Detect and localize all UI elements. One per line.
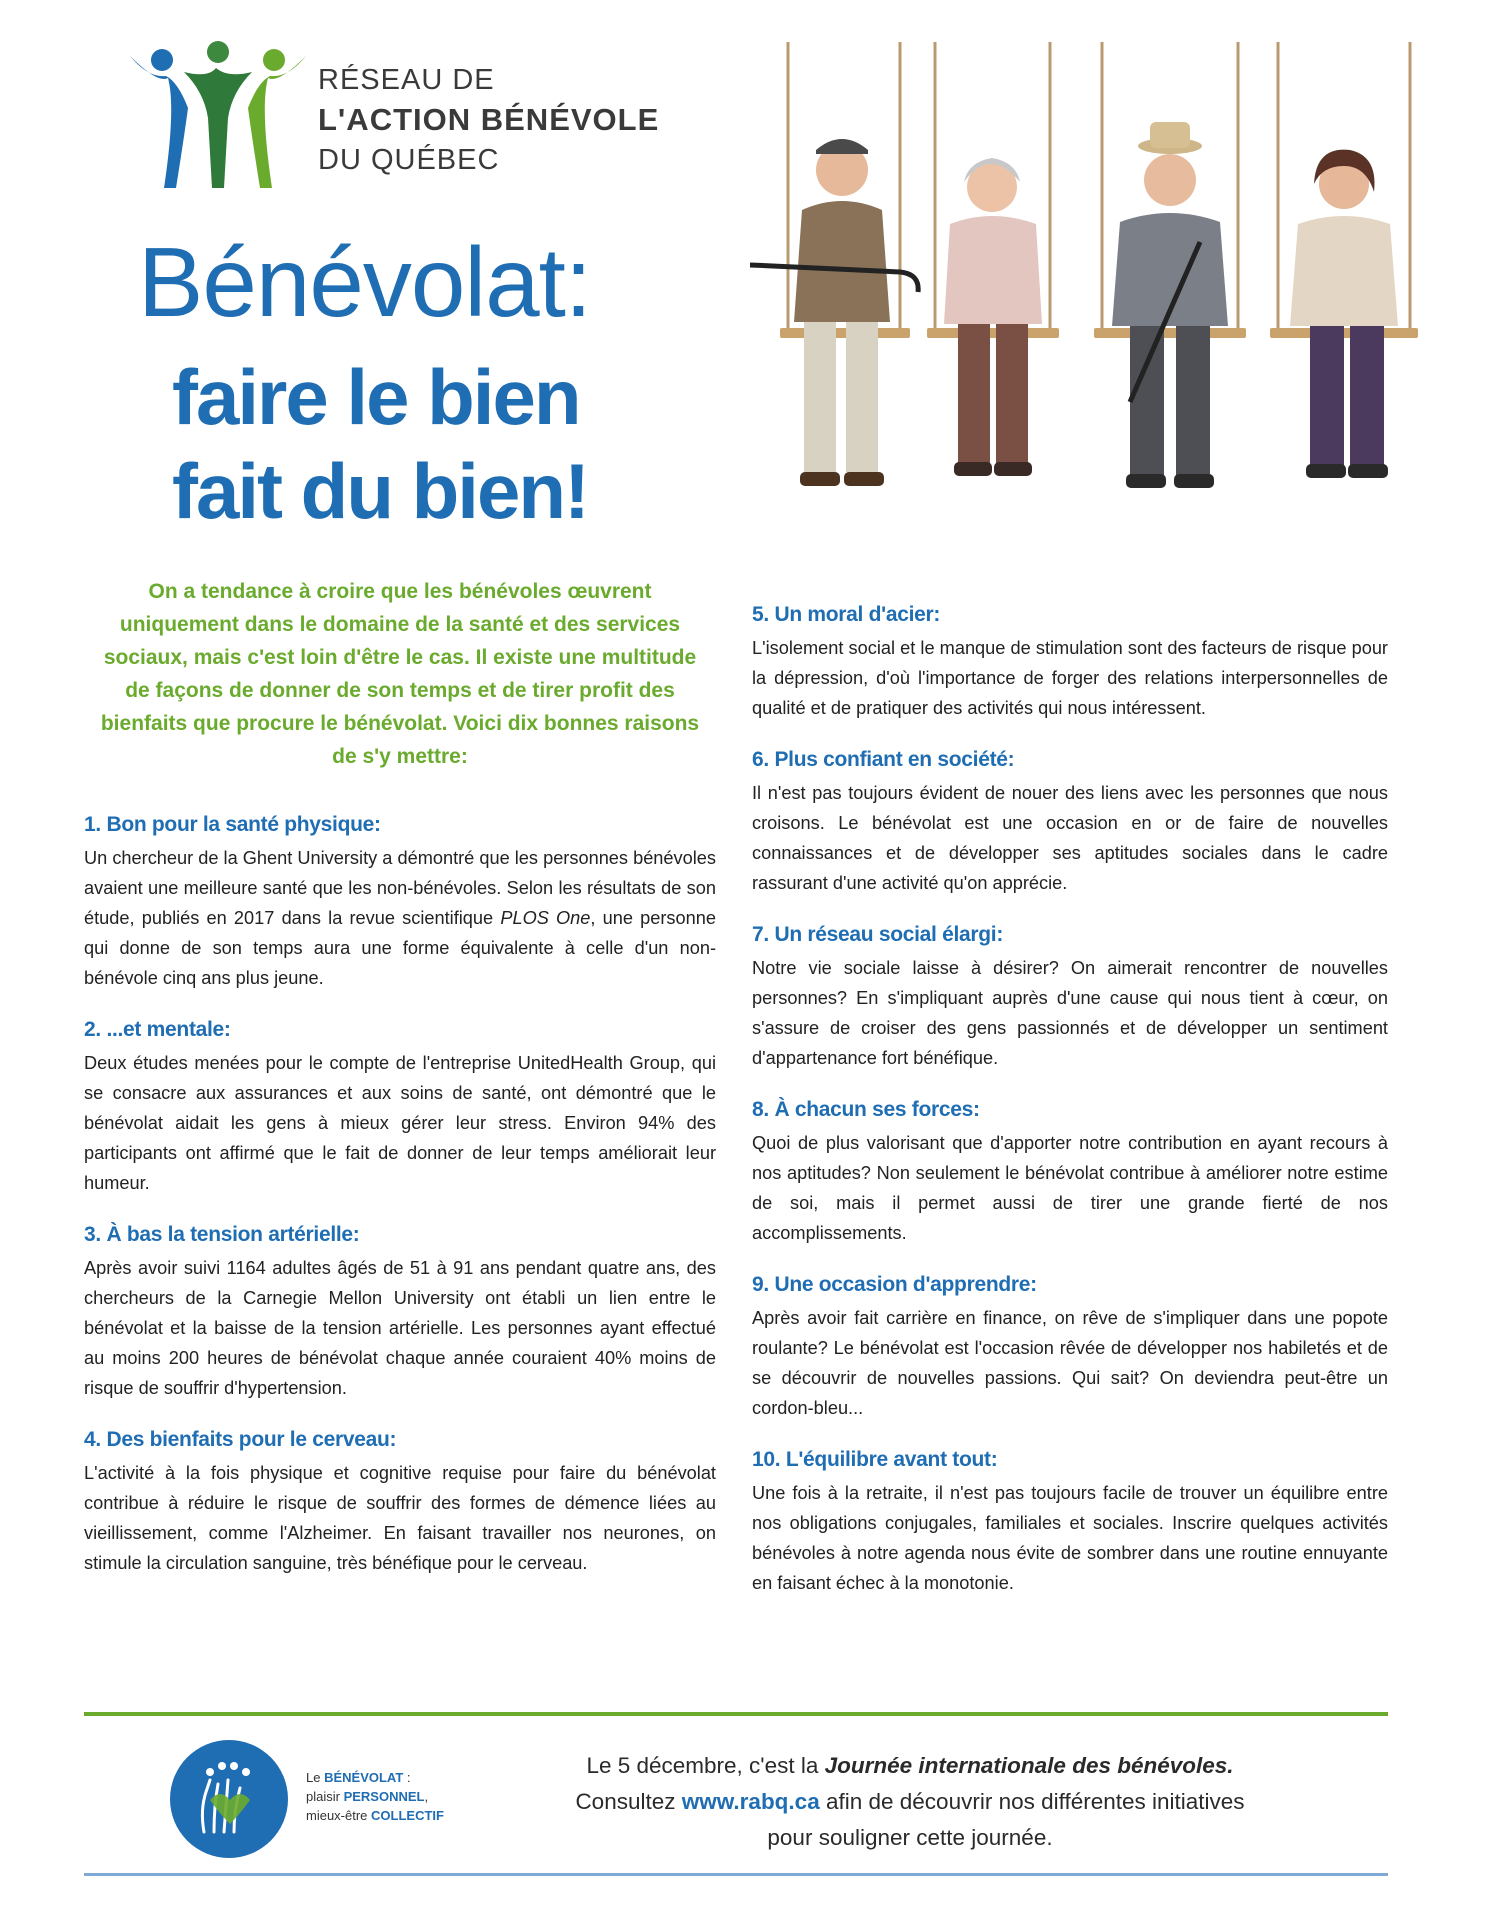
headline-sub-2: fait du bien! — [172, 447, 588, 535]
reason-item — [84, 1425, 716, 1578]
logo-figure-left — [130, 49, 188, 188]
logo-figure-right — [248, 49, 306, 188]
reason-title: 2. ...et mentale: — [84, 1018, 231, 1041]
footer-line-1: Le 5 décembre, c'est la Journée internationale des bénévoles. — [586, 1753, 1234, 1778]
reason-item — [84, 1015, 716, 1198]
volunteer-hands-badge-icon — [170, 1740, 288, 1858]
reason-body: Notre vie sociale laisse à désirer? On aimerait rencontrer de nouvelles personnes? En s'impliquant auprès d'une cause qui nous tient à cœur, on s'assure de croiser des gens passionnés et de développer un sentiment d'appartenance fort bénéfique. — [752, 958, 1388, 1068]
org-line-3: DU QUÉBEC — [318, 144, 500, 176]
footer-line-2: Consultez www.rabq.ca afin de découvrir nos différentes initiatives — [575, 1789, 1245, 1814]
headline-sub-1: faire le bien — [172, 353, 580, 441]
reason-item — [752, 1095, 1388, 1248]
left-column — [84, 810, 716, 1600]
organization-name — [318, 60, 659, 180]
intro-paragraph: On a tendance à croire que les bénévoles œuvrent uniquement dans le domaine de la santé et des services sociaux, mais c'est loin d'être le cas. Il existe une multitude de façons de donner de son temps et de tirer profit des bienfaits que procure le bénévolat. Voici dix bonnes raisons de s'y mettre: — [100, 580, 700, 768]
reason-body: L'isolement social et le manque de stimulation sont des facteurs de risque pour la dépression, d'où l'importance de forger des relations interpersonnelles de qualité et de pratiquer des activités qui nous intéressent. — [752, 638, 1388, 718]
footer-announcement — [480, 1748, 1340, 1856]
reason-body: Un chercheur de la Ghent University a démontré que les personnes bénévoles avaient une meilleure santé que les non-bénévoles. Selon les résultats de son étude, publiés en 2017 dans la revue scientifique PLOS One, une personne qui donne de son temps aura une forme équivalente à celle d'un non-bénévole cinq ans plus jeune. — [84, 848, 716, 988]
journal-name: PLOS One — [500, 908, 591, 928]
reason-body: Après avoir fait carrière en finance, on rêve de s'impliquer dans une popote roulante? Le bénévolat est l'occasion rêvée de développer nos habiletés et de se découvrir de nouvelles passions. Qui sait? On deviendra peut-être un cordon-bleu... — [752, 1308, 1388, 1418]
seniors-on-swings-photo — [750, 42, 1450, 572]
reason-body: Une fois à la retraite, il n'est pas toujours facile de trouver un équilibre entre nos obligations conjugales, familiales et sociales. Inscrire quelques activités bénévoles à notre agenda nous évite de sombrer dans une routine ennuyante en faisant échec à la monotonie. — [752, 1483, 1388, 1593]
reason-title: 9. Une occasion d'apprendre: — [752, 1273, 1037, 1296]
reason-title: 3. À bas la tension artérielle: — [84, 1223, 360, 1246]
headline-main: Bénévolat: — [138, 227, 592, 337]
logo-figure-center — [184, 41, 252, 188]
reason-item — [84, 810, 716, 993]
rabq-logo — [128, 38, 308, 190]
footer-divider-green — [84, 1712, 1388, 1716]
senior-man-cane — [750, 139, 918, 486]
reason-body: Quoi de plus valorisant que d'apporter notre contribution en ayant recours à nos aptitudes? Non seulement le bénévolat contribue à améliorer notre estime de soi, mais il permet aussi de tirer une grande fierté de nos accomplissements. — [752, 1133, 1388, 1243]
reason-item — [752, 600, 1388, 723]
website-link[interactable]: www.rabq.ca — [681, 1789, 820, 1814]
hands-icon — [170, 1740, 288, 1858]
reason-body: Après avoir suivi 1164 adultes âgés de 51 à 91 ans pendant quatre ans, des chercheurs de la Carnegie Mellon University ont établi un lien entre le bénévolat et la baisse de la tension artérielle. Les personnes ayant effectué au moins 200 heures de bénévolat chaque année couraient 40% moins de risque de souffrir d'hypertension. — [84, 1258, 716, 1398]
reason-item — [752, 745, 1388, 898]
reason-body: Deux études menées pour le compte de l'entreprise UnitedHealth Group, qui se consacre aux assurances et aux soins de santé, ont démontré que le bénévolat aidait les gens à mieux gérer leur stress. Environ 94% des participants ont affirmé que le fait de donner de leur temps améliorait leur humeur. — [84, 1053, 716, 1193]
footer-divider-blue — [84, 1873, 1388, 1876]
senior-man-hat — [1112, 122, 1228, 488]
badge-tagline: Le BÉNÉVOLAT : plaisir PERSONNEL, mieux-être COLLECTIF — [306, 1770, 444, 1823]
reason-title: 7. Un réseau social élargi: — [752, 923, 1004, 946]
org-line-1: RÉSEAU DE — [318, 64, 495, 96]
senior-woman-2 — [1290, 150, 1398, 478]
reason-body: Il n'est pas toujours évident de nouer des liens avec les personnes que nous croisons. Le bénévolat est une occasion en or de faire de nouvelles connaissances et de développer ses aptitudes sociales dans le cadre rassurant d'une activité qu'on apprécie. — [752, 783, 1388, 893]
reason-title: 4. Des bienfaits pour le cerveau: — [84, 1428, 397, 1451]
reason-title: 1. Bon pour la santé physique: — [84, 813, 381, 836]
footer-line-3: pour souligner cette journée. — [767, 1825, 1053, 1850]
reason-body: L'activité à la fois physique et cognitive requise pour faire du bénévolat contribue à réduire le risque de souffrir des formes de démence liées au vieillissement, comme l'Alzheimer. En faisant travailler nos neurones, on stimule la circulation sanguine, très bénéfique pour le cerveau. — [84, 1463, 716, 1573]
reason-title: 5. Un moral d'acier: — [752, 603, 941, 626]
reason-title: 8. À chacun ses forces: — [752, 1098, 980, 1121]
reason-title: 6. Plus confiant en société: — [752, 748, 1015, 771]
senior-woman-1 — [944, 158, 1042, 476]
reason-item — [752, 1445, 1388, 1598]
reason-item — [84, 1220, 716, 1403]
org-line-2: L'ACTION BÉNÉVOLE — [318, 102, 660, 137]
reason-item — [752, 1270, 1388, 1423]
right-column — [752, 600, 1388, 1620]
reason-title: 10. L'équilibre avant tout: — [752, 1448, 998, 1471]
reason-item — [752, 920, 1388, 1073]
